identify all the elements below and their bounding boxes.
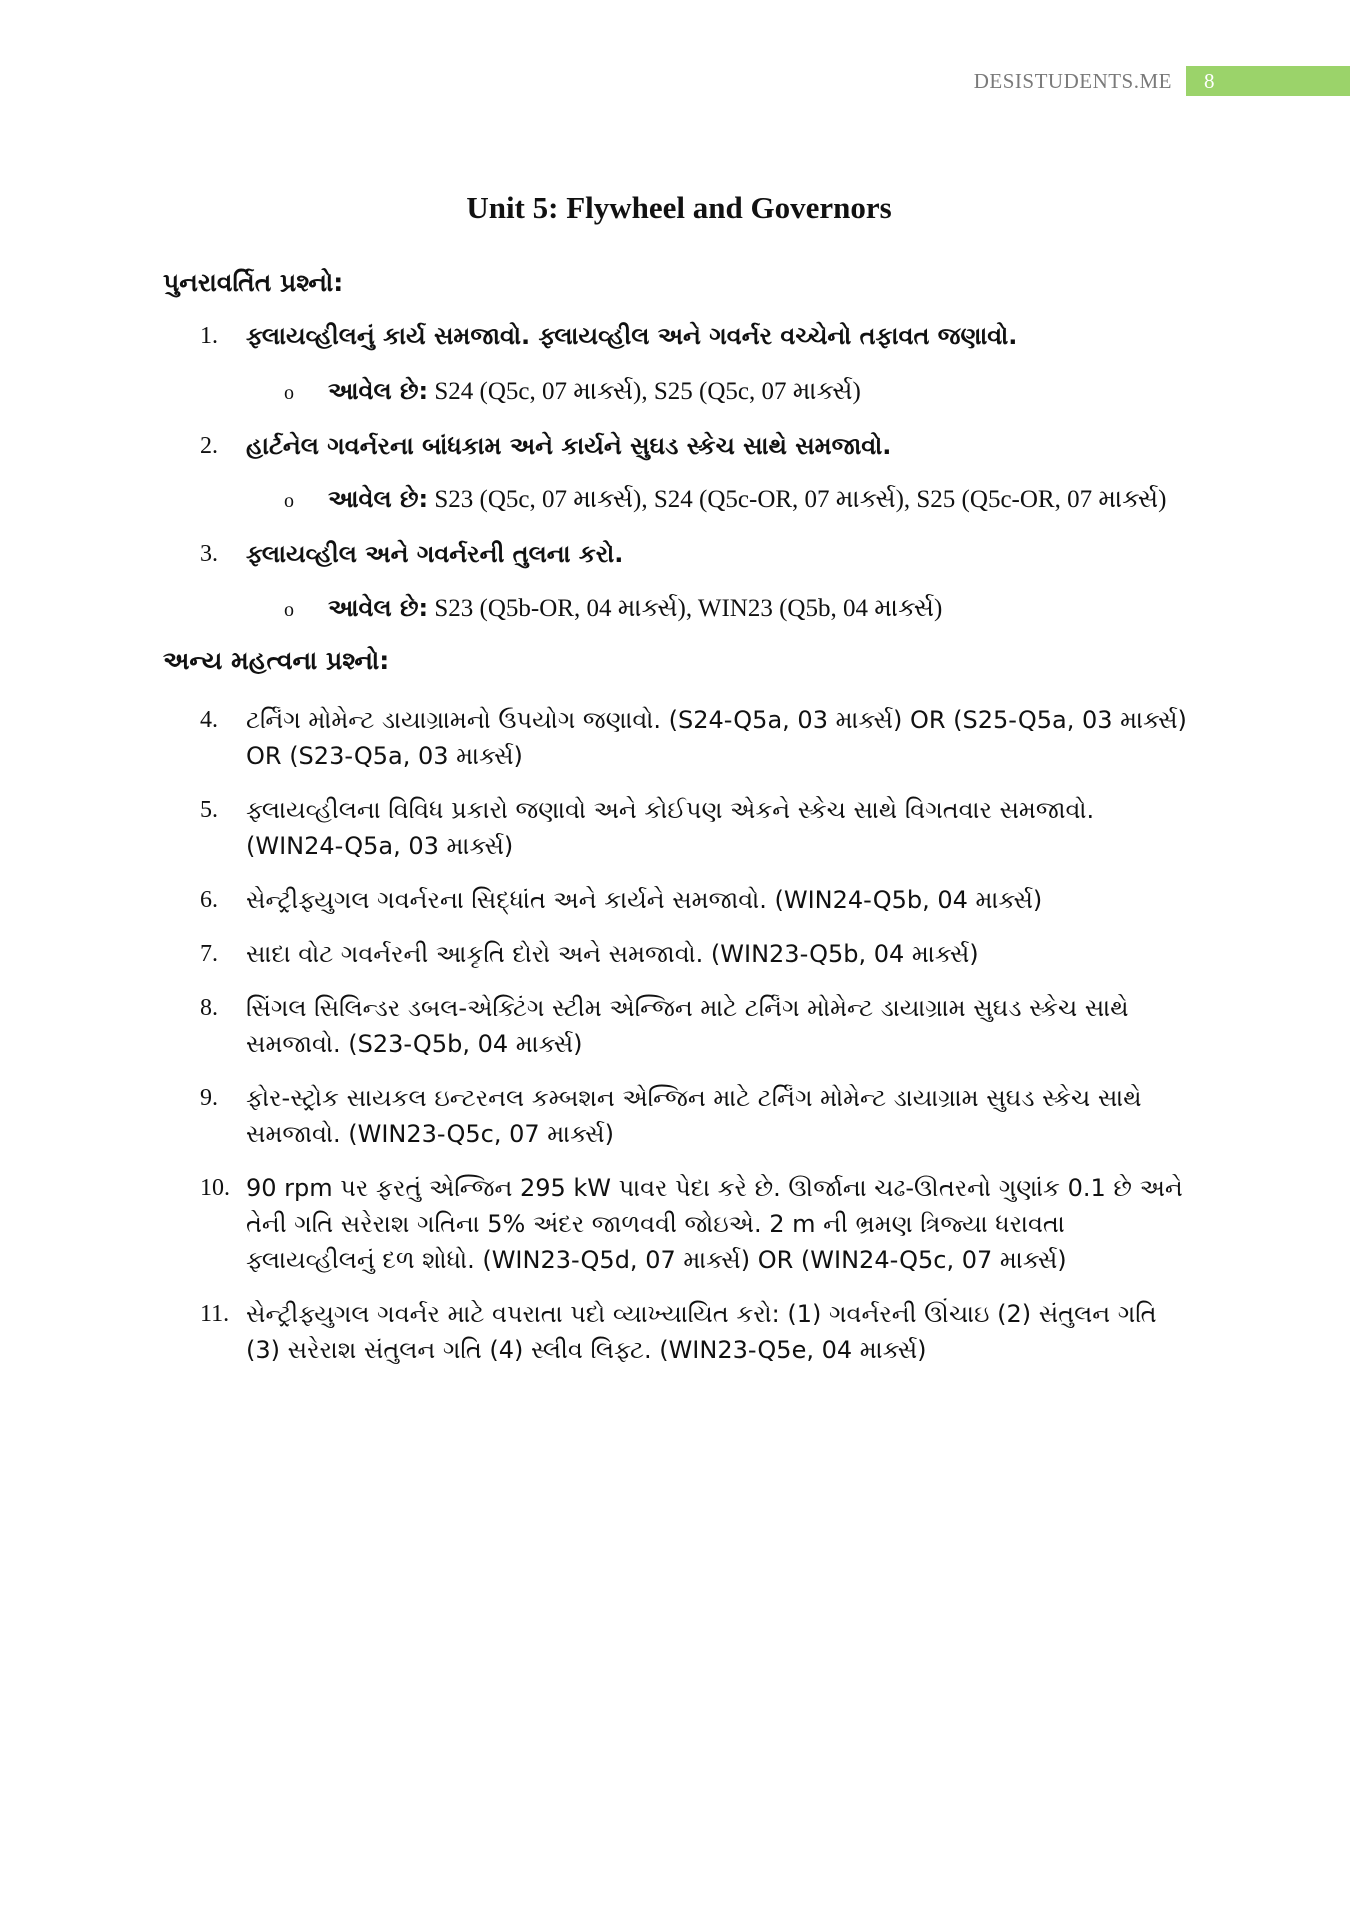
question-9 xyxy=(200,1080,1190,1152)
question-6 xyxy=(200,882,1190,918)
asked-label: આવેલ છે: xyxy=(328,377,429,405)
site-name: DESISTUDENTS.ME xyxy=(973,69,1172,93)
question-text: સાદા વોટ ગવર્નરની આકૃતિ દોરો અને સમજાવો. (WIN23-Q5b, 04 માર્ક્સ) xyxy=(246,940,979,968)
asked-label: આવેલ છે: xyxy=(328,485,429,513)
question-number: 3. xyxy=(200,541,218,567)
question-11 xyxy=(200,1296,1190,1368)
question-number: 11. xyxy=(200,1301,230,1327)
asked-value: S23 (Q5c, 07 માર્ક્સ), S24 (Q5c-OR, 07 માર્ક્સ), S25 (Q5c-OR, 07 માર્ક્સ) xyxy=(428,486,1167,513)
page-header xyxy=(974,66,1358,96)
question-4 xyxy=(200,702,1190,774)
question-text: ફ્લાયવ્હીલ અને ગવર્નરની તુલના કરો. xyxy=(246,540,624,568)
question-10 xyxy=(200,1170,1190,1278)
question-text: સેન્ટ્રીફ્યુગલ ગવર્નર માટે વપરાતા પદો વ્યાખ્યાયિત કરો: (1) ગવર્નરની ઊંચાઇ (2) સંતુલન ગતિ (3) સરેરાશ સંતુલન ગતિ (4) સ્લીવ લિફ્ટ. (WIN23-Q5e, 04 માર્ક્સ) xyxy=(246,1300,1157,1364)
question-number: 5. xyxy=(200,797,218,823)
asked-info-1 xyxy=(284,373,1284,410)
question-text: ફ્લાયવ્હીલનું કાર્ય સમજાવો. ફ્લાયવ્હીલ અને ગવર્નર વચ્ચેનો તફાવત જણાવો. xyxy=(246,322,1018,350)
asked-label: આવેલ છે: xyxy=(328,594,429,622)
question-number: 7. xyxy=(200,941,218,967)
question-text: સેન્ટ્રીફ્યુગલ ગવર્નરના સિદ્ધાંત અને કાર્યને સમજાવો. (WIN24-Q5b, 04 માર્ક્સ) xyxy=(246,886,1043,914)
question-number: 9. xyxy=(200,1085,218,1111)
question-5 xyxy=(200,792,1190,864)
question-3 xyxy=(200,536,1190,572)
asked-info-2 xyxy=(284,481,1284,518)
question-text: સિંગલ સિલિન્ડર ડબલ-એક્ટિંગ સ્ટીમ એન્જિન માટે ટર્નિંગ મોમેન્ટ ડાયાગ્રામ સુઘડ સ્કેચ સાથે સમજાવો. (S23-Q5b, 04 માર્ક્સ) xyxy=(246,994,1129,1058)
page-number: 8 xyxy=(1186,66,1350,96)
asked-value: S23 (Q5b-OR, 04 માર્ક્સ), WIN23 (Q5b, 04 માર્ક્સ) xyxy=(428,595,943,622)
question-2 xyxy=(200,428,1190,464)
bullet-icon: o xyxy=(284,382,294,404)
page-title: Unit 5: Flywheel and Governors xyxy=(466,190,892,225)
question-text: 90 rpm પર ફરતું એન્જિન 295 kW પાવર પેદા કરે છે. ઊર્જાના ચઢ-ઊતરનો ગુણાંક 0.1 છે અને તેની ગતિ સરેરાશ ગતિના 5% અંદર જાળવવી જોઇએ. 2 m ની ભ્રમણ ત્રિજ્યા ધરાવતા ફ્લાયવ્હીલનું દળ શોધો. (WIN23-Q5d, 07 માર્ક્સ) OR (WIN24-Q5c, 07 માર્ક્સ) xyxy=(246,1174,1183,1274)
question-1 xyxy=(200,318,1190,354)
section-heading-other: અન્ય મહત્વના પ્રશ્નો: xyxy=(163,646,390,675)
bullet-icon: o xyxy=(284,490,294,512)
question-text: ટર્નિંગ મોમેન્ટ ડાયાગ્રામનો ઉપયોગ જણાવો. (S24-Q5a, 03 માર્ક્સ) OR (S25-Q5a, 03 માર્ક્સ) OR (S23-Q5a, 03 માર્ક્સ) xyxy=(246,706,1187,770)
question-text: ફ્લાયવ્હીલના વિવિધ પ્રકારો જણાવો અને કોઈપણ એકને સ્કેચ સાથે વિગતવાર સમજાવો. (WIN24-Q5a, 03 માર્ક્સ) xyxy=(246,796,1095,860)
question-text: હાર્ટનેલ ગવર્નરના બાંધકામ અને કાર્યને સુઘડ સ્કેચ સાથે સમજાવો. xyxy=(246,432,892,460)
asked-value: S24 (Q5c, 07 માર્ક્સ), S25 (Q5c, 07 માર્ક્સ) xyxy=(428,378,861,405)
question-7 xyxy=(200,936,1190,972)
asked-info-3 xyxy=(284,590,1284,627)
question-number: 2. xyxy=(200,433,218,459)
question-number: 4. xyxy=(200,707,218,733)
question-number: 1. xyxy=(200,323,218,349)
question-number: 10. xyxy=(200,1175,230,1201)
question-number: 6. xyxy=(200,887,218,913)
question-8 xyxy=(200,990,1190,1062)
question-number: 8. xyxy=(200,995,218,1021)
bullet-icon: o xyxy=(284,599,294,621)
section-heading-repeated: પુનરાવર્તિત પ્રશ્નો: xyxy=(163,268,344,297)
question-text: ફોર-સ્ટ્રોક સાયકલ ઇન્ટરનલ કમ્બશન એન્જિન માટે ટર્નિંગ મોમેન્ટ ડાયાગ્રામ સુઘડ સ્કેચ સાથે સમજાવો. (WIN23-Q5c, 07 માર્ક્સ) xyxy=(246,1084,1142,1148)
